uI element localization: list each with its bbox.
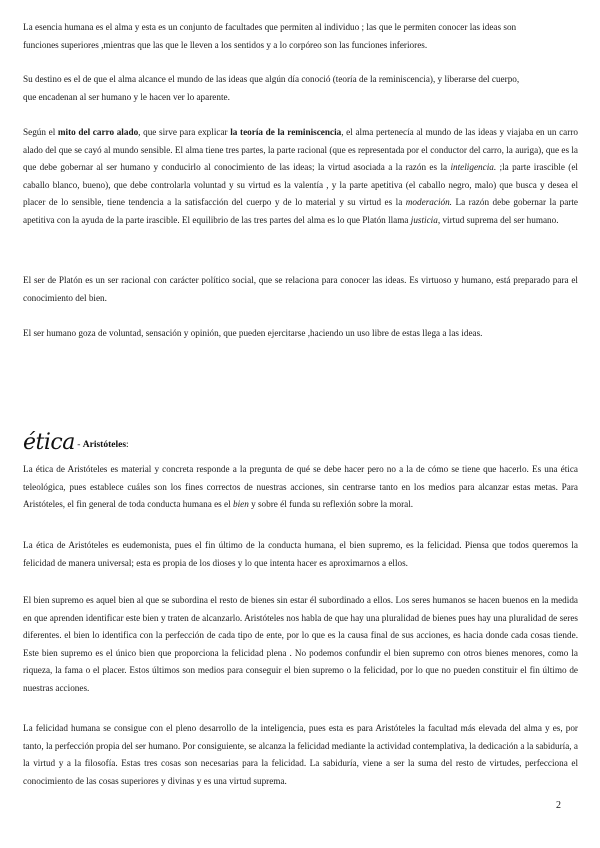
- bold-term-mito: mito del carro alado: [57, 127, 139, 137]
- heading-script-word: ética: [23, 430, 75, 455]
- paragraph-winged-chariot: Según el mito del carro alado, que sirve para explicar la teoría de la reminiscencia, el alma pertenecía al mundo de las ideas y viajaba en un carro alado del que se cayó al mundo sensible. El alma tiene tres partes, la parte racional (que es representada por el conductor del carro, la auriga), que es la que debe gobernar al ser humano y conducirlo al conocimiento de las ideas; la virtud asociada a la razón es la inteligencia. ;la parte irascible (el caballo blanco, bueno), que debe controlarla voluntad y su virtud es la valentía , y la parte apetitiva (el caballo negro, malo) que busca y desea el placer de lo sensible, tiene tendencia a la satisfacción del cuerpo y de lo material y su virtud es la moderación. La razón debe gobernar la parte apetitiva con la ayuda de la parte irascible. El equilibrio de las tres partes del alma es lo que Platón llama justicia, virtud suprema del ser humano.: [23, 127, 578, 225]
- paragraph-eudemonism: La ética de Aristóteles es eudemonista, pues el fin último de la conducta humana, el bien supremo, es la felicidad. Piensa que todos queremos la felicidad de manera universal; esta es propia de los dioses y lo que intenta hacer es aproximarnos a ellos.: [23, 540, 578, 568]
- paragraph-soul-destiny: Su destino es el de que el alma alcance el mundo de las ideas que algún día conoció (teoría de la reminiscencia), y liberarse del cuerpo, que encadenan al ser humano y le hacen ver lo aparente.: [23, 74, 520, 102]
- section-heading-etica: ética - Aristóteles:: [23, 430, 129, 455]
- page-number: 2: [556, 800, 561, 811]
- italic-term-bien: bien: [232, 499, 249, 509]
- italic-term-moderacion: moderación.: [405, 197, 452, 207]
- paragraph-supreme-good: El bien supremo es aquel bien al que se subordina el resto de bienes sin estar él subordinado a ellos. Los seres humanos se hacen buenos en la medida en que aprenden identificar este bien y traten de alcanzarlo. Aristóteles nos habla de que hay una pluralidad de bienes pues hay una pluralidad de seres diferentes. el bien lo identifica con la perfección de cada tipo de ente, por lo que es la causa final de sus acciones, es hacia donde cada cosas tiende. Este bien supremo es el único bien que proporciona la felicidad plena . No podemos confundir el bien supremo con otros bienes menores, como la riqueza, la fama o el placer. Estos últimos son medios para conseguir el bien supremo o la felicidad, por lo que no pueden constituir el fin último de nuestras acciones.: [23, 595, 578, 693]
- paragraph-plato-being: El ser de Platón es un ser racional con carácter político social, que se relaciona para conocer las ideas. Es virtuoso y humano, está preparado para el conocimiento del bien.: [23, 275, 578, 303]
- paragraph-human-happiness: La felicidad humana se consigue con el pleno desarrollo de la inteligencia, pues esta es para Aristóteles la facultad más elevada del alma y es, por tanto, la perfección propia del ser humano. Por consiguiente, se alcanza la felicidad mediante la actividad contemplativa, la dedicación a la sabiduría, a la virtud y a la filosofía. Estas tres cosas son necesarias para la felicidad. La sabiduría, viene a ser la suma del resto de virtudes, perfecciona el conocimiento de las cosas superiores y divinas y es una virtud suprema.: [23, 723, 578, 786]
- heading-author-name: Aristóteles: [82, 440, 127, 450]
- bold-term-teoria: la teoría de la reminiscencia: [230, 127, 342, 137]
- paragraph-soul-essence: La esencia humana es el alma y esta es un conjunto de facultades que permiten al individuo ; las que le permiten conocer las ideas son funciones superiores ,mientras que las que le lleven a los sentidos y a lo corpóreo son las funciones inferiores.: [23, 22, 517, 50]
- italic-term-justicia: justicia: [410, 214, 438, 225]
- italic-term-inteligencia: inteligencia.: [450, 162, 497, 172]
- paragraph-human-will: El ser humano goza de voluntad, sensación y opinión, que pueden ejercitarse ,haciendo un uso libre de estas llega a las ideas.: [23, 328, 483, 338]
- paragraph-aristotle-ethics: La ética de Aristóteles es material y concreta responde a la pregunta de qué se debe hacer pero no a la de cómo se tiene que hacerlo. Es una ética teleológica, pues establece cuáles son los fines correctos de nuestras acciones, sin centrarse tanto en los medios para alcanzar estas metas. Para Aristóteles, el fin general de toda conducta humana es el bien y sobre él funda su reflexión sobre la moral.: [23, 464, 578, 509]
